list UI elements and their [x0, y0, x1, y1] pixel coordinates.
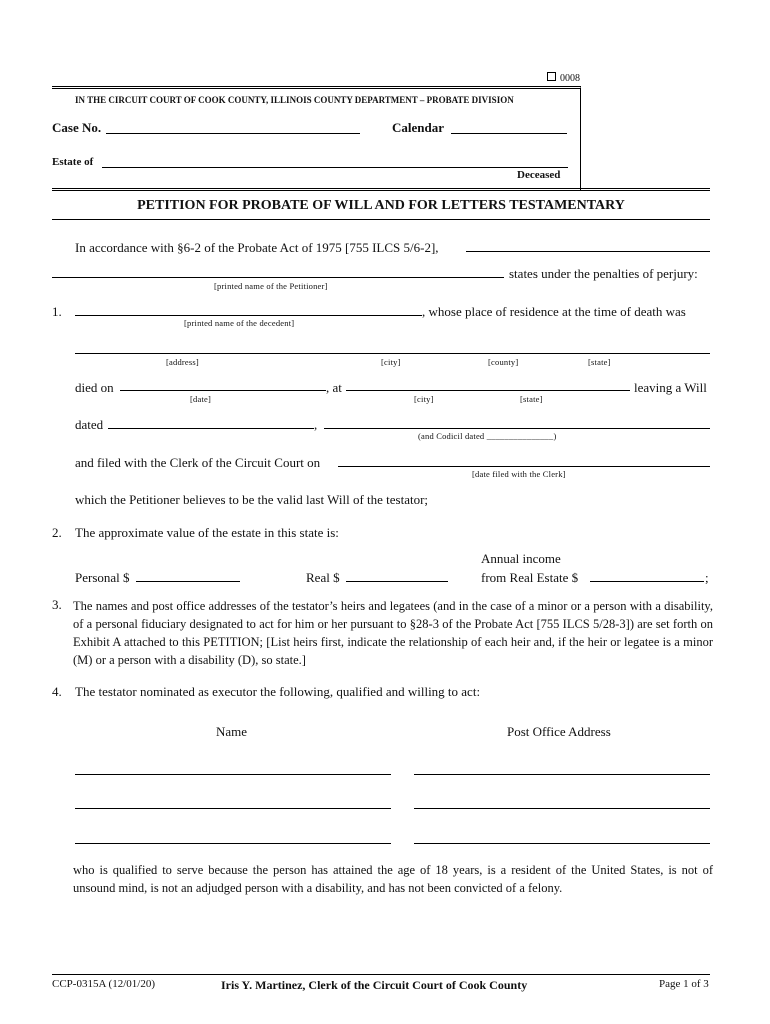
- title-underline: [52, 219, 710, 220]
- state-caption: [state]: [588, 357, 611, 367]
- page-title: PETITION FOR PROBATE OF WILL AND FOR LETTERS TESTAMENTARY: [137, 198, 625, 213]
- item-3-number: 3.: [52, 597, 62, 612]
- name-header: Name: [216, 724, 248, 739]
- court-heading: IN THE CIRCUIT COURT OF COOK COUNTY, ILLINOIS COUNTY DEPARTMENT – PROBATE DIVISION: [75, 95, 514, 105]
- page-number: Page 1 of 3: [659, 978, 709, 990]
- executor-text: The testator nominated as executor the following, qualified and willing to act:: [75, 684, 481, 699]
- executor-address-field-3[interactable]: [414, 843, 710, 844]
- death-place-field[interactable]: [346, 390, 630, 391]
- believes-text: which the Petitioner believes to be the valid last Will of the testator;: [75, 492, 429, 507]
- state-caption-2: [state]: [520, 394, 543, 404]
- codicil-caption: (and Codicil dated _______________): [418, 431, 557, 441]
- item-1-number: 1.: [52, 304, 62, 319]
- city-caption-2: [city]: [414, 394, 434, 404]
- deceased-label: Deceased: [517, 169, 561, 181]
- dated-label: dated: [75, 417, 104, 432]
- real-label: Real $: [306, 570, 340, 585]
- codicil-field[interactable]: [324, 428, 710, 429]
- address-caption: [address]: [166, 357, 199, 367]
- item-2-semicolon: ;: [705, 570, 709, 585]
- estate-of-field[interactable]: [102, 167, 568, 168]
- form-code: 0008: [547, 72, 580, 84]
- city-caption: [city]: [381, 357, 401, 367]
- annual-income-label: Annual income: [481, 551, 561, 566]
- item-4-number: 4.: [52, 684, 62, 699]
- decedent-caption: [printed name of the decedent]: [184, 318, 295, 328]
- date-caption: [date]: [190, 394, 212, 404]
- income-value-field[interactable]: [590, 581, 704, 582]
- item-2-number: 2.: [52, 525, 62, 540]
- estate-of-label: Estate of: [52, 156, 94, 168]
- personal-label: Personal $: [75, 570, 130, 585]
- at-label: , at: [326, 380, 342, 395]
- estate-value-text: The approximate value of the estate in this state is:: [75, 525, 339, 540]
- petitioner-name-field[interactable]: [52, 277, 504, 278]
- real-value-field[interactable]: [346, 581, 448, 582]
- petitioner-caption: [printed name of the Petitioner]: [214, 281, 328, 291]
- qualified-text: who is qualified to serve because the person has attained the age of 18 years, is a resident of the United States, is not of unsound mind, is not an adjudged person with a disability, and has not been convicted of a felony.: [73, 863, 713, 895]
- footer-rule: [52, 974, 710, 975]
- form-number: CCP-0315A (12/01/20): [52, 978, 155, 990]
- title-rule: [52, 188, 710, 193]
- intro-field[interactable]: [466, 251, 710, 252]
- case-no-field[interactable]: [106, 133, 360, 134]
- executor-name-field-2[interactable]: [75, 808, 391, 809]
- filed-caption: [date filed with the Clerk]: [472, 469, 566, 479]
- calendar-label: Calendar: [392, 120, 444, 135]
- county-caption: [county]: [488, 357, 519, 367]
- will-date-field[interactable]: [108, 428, 314, 429]
- dated-comma: ,: [314, 417, 318, 432]
- clerk-name: Iris Y. Martinez, Clerk of the Circuit Court of Cook County: [221, 978, 528, 992]
- personal-value-field[interactable]: [136, 581, 240, 582]
- checkbox-icon[interactable]: [547, 72, 556, 81]
- executor-address-field-1[interactable]: [414, 774, 710, 775]
- address-header: Post Office Address: [507, 724, 611, 739]
- decedent-name-field[interactable]: [75, 315, 422, 316]
- filed-date-field[interactable]: [338, 466, 710, 467]
- item-3-text: The names and post office addresses of the testator’s heirs and legatees (and in the case of a minor or a person with a disability, of a personal fiduciary designated to act for him or her pursuant to §28-3 of the Probate Act [755 ILCS 5/28-3]) are set forth on Exhibit A attached to this PETITION; [List heirs first, indicate the relationship of each heir and, if the heir or legatee is a minor (M) or a person with a disability (D), so state.]: [73, 599, 713, 667]
- executor-name-field-3[interactable]: [75, 843, 391, 844]
- from-real-estate-label: from Real Estate $: [481, 570, 579, 585]
- residence-text: , whose place of residence at the time of death was: [422, 304, 686, 319]
- intro-text: In accordance with §6-2 of the Probate Act of 1975 [755 ILCS 5/6-2],: [75, 240, 439, 255]
- death-date-field[interactable]: [120, 390, 326, 391]
- address-field[interactable]: [75, 353, 710, 354]
- calendar-field[interactable]: [451, 133, 567, 134]
- case-no-label: Case No.: [52, 120, 102, 135]
- perjury-text: states under the penalties of perjury:: [509, 266, 698, 281]
- filed-text: and filed with the Clerk of the Circuit Court on: [75, 455, 321, 470]
- died-on-label: died on: [75, 380, 114, 395]
- leaving-will-text: leaving a Will: [634, 380, 707, 395]
- executor-address-field-2[interactable]: [414, 808, 710, 809]
- executor-name-field-1[interactable]: [75, 774, 391, 775]
